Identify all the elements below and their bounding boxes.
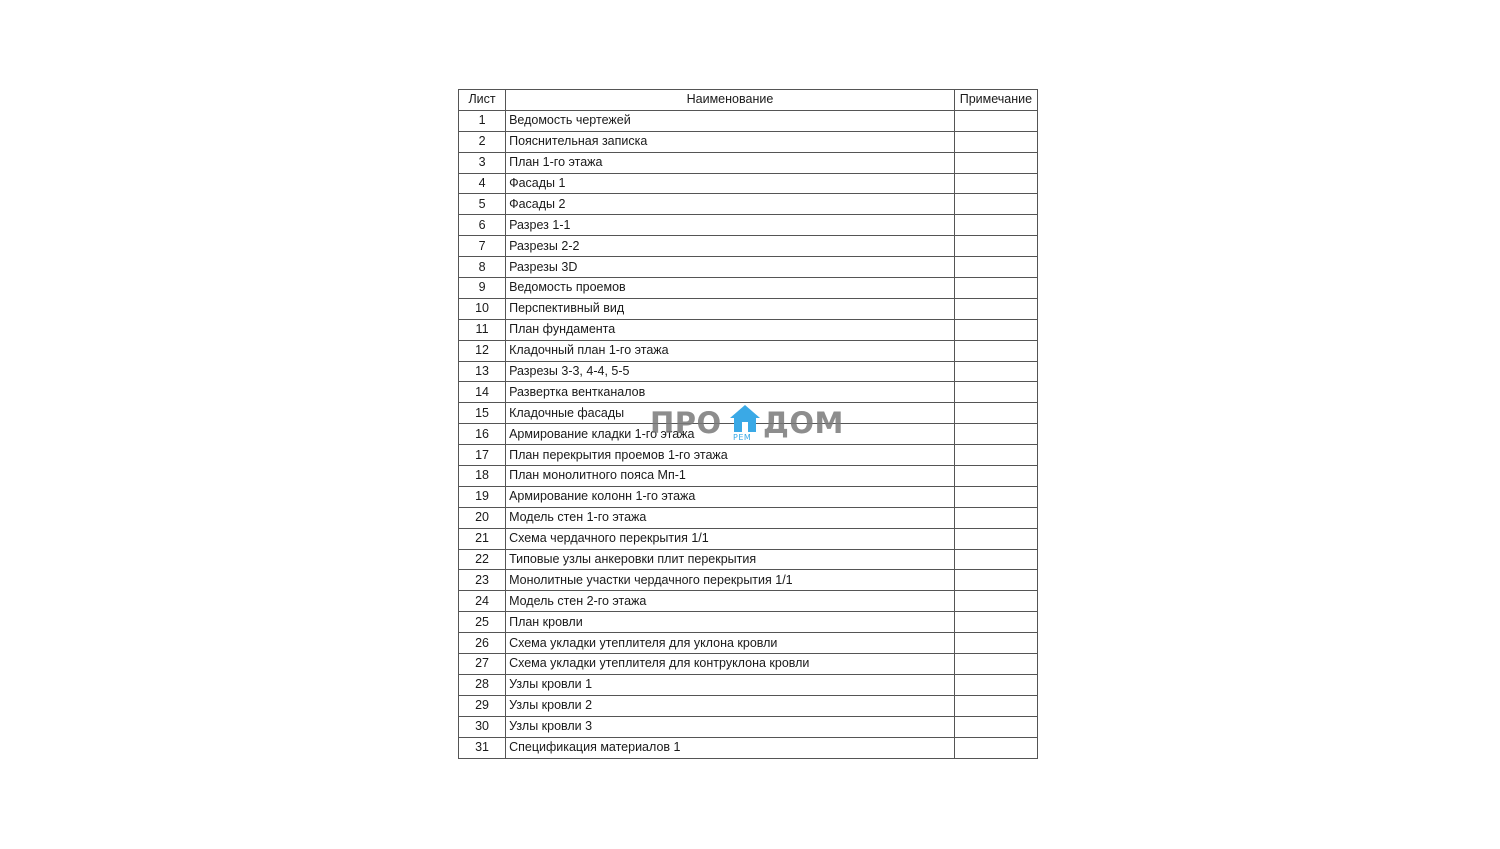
- sheet-name-cell: Схема укладки утеплителя для уклона кровли: [506, 633, 955, 654]
- sheet-note-cell: [954, 319, 1037, 340]
- sheet-number-cell: 15: [459, 403, 506, 424]
- table-row: [459, 633, 1038, 654]
- table-row: [459, 591, 1038, 612]
- sheet-number-cell: 10: [459, 298, 506, 319]
- table-row: [459, 257, 1038, 278]
- sheet-number-cell: 31: [459, 737, 506, 758]
- table-row: [459, 612, 1038, 633]
- sheet-note-cell: [954, 257, 1037, 278]
- sheet-number-cell: 23: [459, 570, 506, 591]
- sheet-number-cell: 3: [459, 152, 506, 173]
- table-row: [459, 570, 1038, 591]
- sheet-number-cell: 26: [459, 633, 506, 654]
- sheet-note-cell: [954, 528, 1037, 549]
- table-row: [459, 110, 1038, 131]
- watermark-sub-text: РЕМ: [733, 433, 752, 442]
- sheet-note-cell: [954, 215, 1037, 236]
- sheet-note-cell: [954, 507, 1037, 528]
- table-row: [459, 131, 1038, 152]
- sheet-note-cell: [954, 131, 1037, 152]
- sheet-note-cell: [954, 612, 1037, 633]
- sheet-name-cell: Ведомость проемов: [506, 278, 955, 299]
- watermark-right-text: ДОМ: [763, 406, 844, 440]
- sheet-name-cell: Модель стен 2-го этажа: [506, 591, 955, 612]
- sheet-number-cell: 8: [459, 257, 506, 278]
- sheet-name-cell: Узлы кровли 3: [506, 716, 955, 737]
- sheet-name-cell: Разрез 1-1: [506, 215, 955, 236]
- drawings-list-table: [458, 89, 1038, 759]
- sheet-name-cell: Фасады 1: [506, 173, 955, 194]
- sheet-name-cell: Узлы кровли 1: [506, 674, 955, 695]
- table-row: [459, 152, 1038, 173]
- sheet-number-cell: 18: [459, 466, 506, 487]
- sheet-name-cell: Кладочные фасады: [506, 403, 955, 424]
- sheet-number-cell: 16: [459, 424, 506, 445]
- table-row: [459, 549, 1038, 570]
- sheet-name-cell: Развертка вентканалов: [506, 382, 955, 403]
- sheet-name-cell: План монолитного пояса Мп-1: [506, 466, 955, 487]
- sheet-number-cell: 9: [459, 278, 506, 299]
- table-row: [459, 528, 1038, 549]
- header-sheet: Лист: [459, 90, 506, 111]
- sheet-number-cell: 11: [459, 319, 506, 340]
- sheet-name-cell: Ведомость чертежей: [506, 110, 955, 131]
- table-row: [459, 173, 1038, 194]
- header-name: Наименование: [506, 90, 955, 111]
- sheet-note-cell: [954, 695, 1037, 716]
- table-row: [459, 424, 1038, 445]
- sheet-number-cell: 28: [459, 674, 506, 695]
- watermark-left-text: ПРО: [650, 406, 722, 440]
- sheet-number-cell: 14: [459, 382, 506, 403]
- sheet-note-cell: [954, 633, 1037, 654]
- sheet-note-cell: [954, 361, 1037, 382]
- sheet-number-cell: 30: [459, 716, 506, 737]
- sheet-name-cell: Пояснительная записка: [506, 131, 955, 152]
- sheet-name-cell: Схема чердачного перекрытия 1/1: [506, 528, 955, 549]
- table-row: [459, 215, 1038, 236]
- table-row: [459, 236, 1038, 257]
- sheet-number-cell: 5: [459, 194, 506, 215]
- sheet-note-cell: [954, 466, 1037, 487]
- table-row: [459, 340, 1038, 361]
- table-row: [459, 654, 1038, 675]
- sheet-name-cell: Разрезы 2-2: [506, 236, 955, 257]
- table-row: [459, 194, 1038, 215]
- table-row: [459, 674, 1038, 695]
- table-row: [459, 278, 1038, 299]
- table-row: [459, 298, 1038, 319]
- sheet-note-cell: [954, 674, 1037, 695]
- table-row: [459, 737, 1038, 758]
- sheet-note-cell: [954, 654, 1037, 675]
- sheet-note-cell: [954, 298, 1037, 319]
- sheet-number-cell: 4: [459, 173, 506, 194]
- sheet-number-cell: 22: [459, 549, 506, 570]
- table-header-row: [459, 90, 1038, 111]
- sheet-note-cell: [954, 549, 1037, 570]
- sheet-note-cell: [954, 486, 1037, 507]
- sheet-name-cell: Кладочный план 1-го этажа: [506, 340, 955, 361]
- sheet-name-cell: План перекрытия проемов 1-го этажа: [506, 445, 955, 466]
- sheet-note-cell: [954, 737, 1037, 758]
- sheet-name-cell: Узлы кровли 2: [506, 695, 955, 716]
- sheet-note-cell: [954, 152, 1037, 173]
- sheet-name-cell: Перспективный вид: [506, 298, 955, 319]
- sheet-number-cell: 20: [459, 507, 506, 528]
- sheet-number-cell: 2: [459, 131, 506, 152]
- sheet-note-cell: [954, 403, 1037, 424]
- sheet-note-cell: [954, 194, 1037, 215]
- sheet-number-cell: 6: [459, 215, 506, 236]
- sheet-name-cell: Разрезы 3-3, 4-4, 5-5: [506, 361, 955, 382]
- sheet-number-cell: 21: [459, 528, 506, 549]
- sheet-number-cell: 17: [459, 445, 506, 466]
- table-row: [459, 716, 1038, 737]
- sheet-name-cell: Схема укладки утеплителя для контруклона кровли: [506, 654, 955, 675]
- sheet-number-cell: 29: [459, 695, 506, 716]
- table-row: [459, 466, 1038, 487]
- sheet-note-cell: [954, 278, 1037, 299]
- sheet-name-cell: Спецификация материалов 1: [506, 737, 955, 758]
- sheet-name-cell: План кровли: [506, 612, 955, 633]
- sheet-note-cell: [954, 716, 1037, 737]
- sheet-name-cell: Армирование колонн 1-го этажа: [506, 486, 955, 507]
- sheet-note-cell: [954, 236, 1037, 257]
- table-row: [459, 361, 1038, 382]
- sheet-name-cell: Фасады 2: [506, 194, 955, 215]
- sheet-name-cell: Модель стен 1-го этажа: [506, 507, 955, 528]
- sheet-note-cell: [954, 591, 1037, 612]
- sheet-note-cell: [954, 424, 1037, 445]
- table-row: [459, 695, 1038, 716]
- sheet-name-cell: Армирование кладки 1-го этажа: [506, 424, 955, 445]
- table-row: [459, 507, 1038, 528]
- sheet-number-cell: 13: [459, 361, 506, 382]
- sheet-number-cell: 25: [459, 612, 506, 633]
- table-row: [459, 445, 1038, 466]
- sheet-number-cell: 12: [459, 340, 506, 361]
- sheet-name-cell: План 1-го этажа: [506, 152, 955, 173]
- sheet-note-cell: [954, 173, 1037, 194]
- sheet-number-cell: 27: [459, 654, 506, 675]
- header-note: Примечание: [954, 90, 1037, 111]
- sheet-number-cell: 7: [459, 236, 506, 257]
- table-row: [459, 403, 1038, 424]
- table-row: [459, 319, 1038, 340]
- sheet-note-cell: [954, 445, 1037, 466]
- sheet-number-cell: 19: [459, 486, 506, 507]
- table-row: [459, 486, 1038, 507]
- sheet-number-cell: 24: [459, 591, 506, 612]
- sheet-number-cell: 1: [459, 110, 506, 131]
- sheet-name-cell: План фундамента: [506, 319, 955, 340]
- sheet-note-cell: [954, 110, 1037, 131]
- sheet-name-cell: Типовые узлы анкеровки плит перекрытия: [506, 549, 955, 570]
- sheet-name-cell: Разрезы 3D: [506, 257, 955, 278]
- sheet-note-cell: [954, 340, 1037, 361]
- sheet-note-cell: [954, 570, 1037, 591]
- sheet-note-cell: [954, 382, 1037, 403]
- table-row: [459, 382, 1038, 403]
- sheet-name-cell: Монолитные участки чердачного перекрытия 1/1: [506, 570, 955, 591]
- table-body: [459, 110, 1038, 758]
